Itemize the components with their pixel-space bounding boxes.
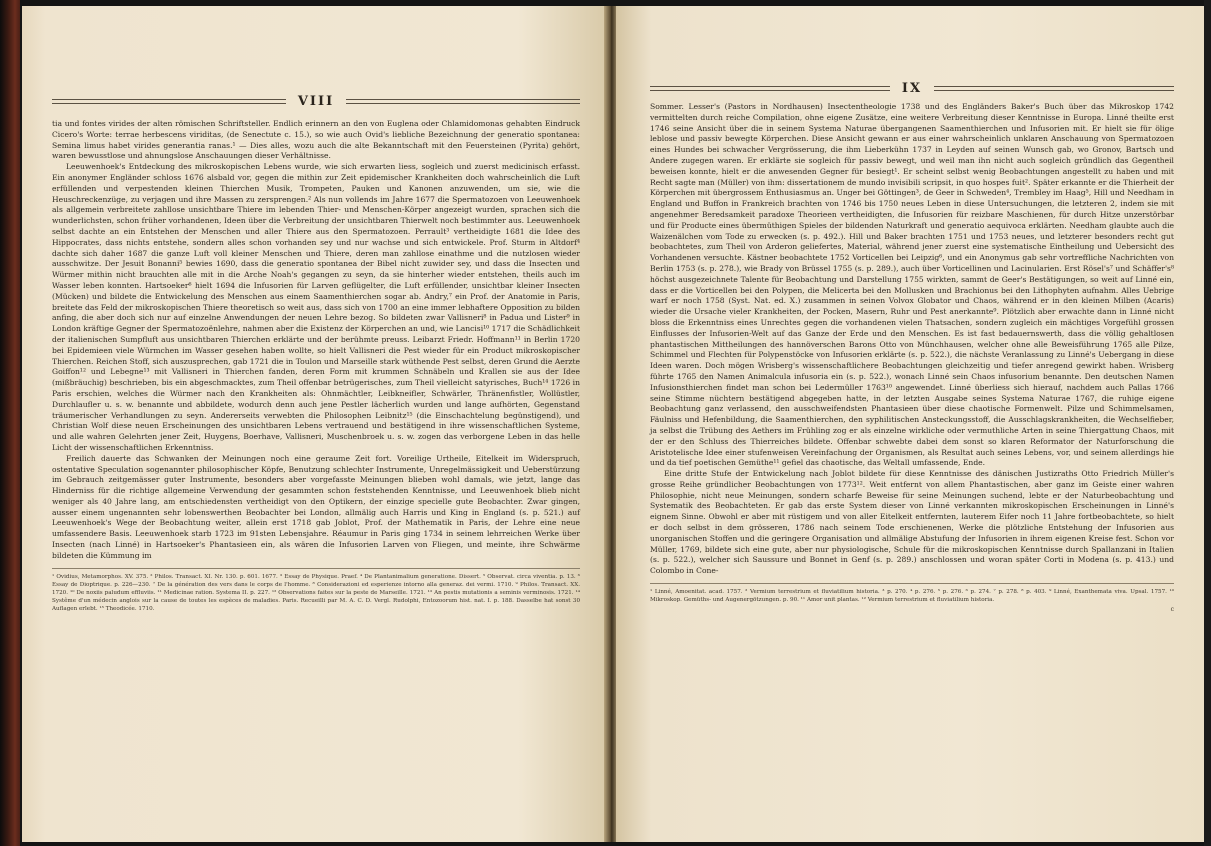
left-page-body <box>52 119 580 562</box>
left-page-header <box>52 94 580 109</box>
paragraph: Leeuwenhoek's Entdeckung des mikroskopischen Lebens wurde, wie sich erwarten liess, sogleich und zuerst medicinisch erfasst. Ein anonymer Engländer schloss 1676 alsbald vor, gegen die mithin zur Zeit epidemischer Krankheiten doch wahrscheinlich die Luft erfüllenden und verpestenden kleinen Thierchen Musik, Trompeten, Pauken und Kanonen anzuwenden, um sie, wie die Heuschreckenzüge, zu verjagen und ihre Massen zu zersprengen.² Als nun vollends im Jahre 1677 die Spermatozoen von Leeuwenhoek als allgemein verbreitete zahllose unsichtbare Thiere im lebenden Thier- und Menschen-Körper angezeigt wurden, sprachen sich die wunderlichsten, schon früher vorhandenen, Ideen über die Verbreitung der unsichtbaren Thierwelt noch bestimmter aus. Leeuwenhoek selbst dachte an ein Entstehen der Menschen und aller Thiere aus den Spermatozoen. Perrault³ vertheidigte 1681 die Idee des Hippocrates, dass nichts entstehe, sondern alles schon vorhanden sey und nur wachse und sich entwickele. Prof. Sturm in Altdorf⁴ dachte sich daher 1687 die ganze Luft voll kleiner Menschen und Thiere, deren man zahllose einathme und die nutzlosen wieder ausschwitze. Der Jesuit Bonanni⁵ bewies 1690, dass die generatio spontanea der Bibel nicht zuwider sey, und dass die Insecten und Würmer mithin nicht brauchten alle mit in die Arche Noah's gegangen zu seyn, da sie hinterher wieder entstehen, theils auch im Wasser leben konnten. Hartsoeker⁶ hielt 1694 die Infusorien für Larven geflügelter, die Luft erfüllender, unsichtbar kleiner Insecten (Mücken) und bildete die Entwickelung des Menschen aus einem Saamenthierchen sogar ab. Andry,⁷ ein Prof. der Anatomie in Paris, breitete das Feld der mikroskopischen Thiere theoretisch so weit aus, dass sich von 1700 an eine immer lebhaftere Opposition zu bilden anfing, die aber doch sich nur auf einzelne Anwendungen der neuen Lehre bezog. So bildeten zwar Vallisneri⁸ in Padua und Lister⁹ in London kräftige Gegner der Spermatozoënlehre, nahmen aber die Existenz der Körperchen an und, wie Lancisi¹⁰ 1717 die Schädlichkeit der italienischen Sumpfluft aus unsichtbaren Thierchen erklärte und der berühmte preuss. Leibarzt Friedr. Hoffmann¹¹ in Berlin 1720 bei Epidemieen viele Würmchen im Wasser gesehen haben wollte, so hielt Vallisneri die Pest wieder für ein Product mikroskopischer Thierchen. Reichen Stoff, sich auszusprechen, gab 1721 die in Toulon und Marseille stark wüthende Pest selbst, deren Grund die Aerzte Goiffon¹² und Lebegne¹³ mit Vallisneri in Thierchen fanden, deren Form mit krummen Schnäbeln und Krallen sie aus der Idee (mißbräuchig) beschrieben, bis ein abgeschmacktes, zum Theil offenbar betrügerisches, zum Theil vielleicht satyrisches, Buch¹⁴ 1726 in Paris erschien, welches die Würmer nach den Krankheiten als: Ohnmächtler, Leibkneifler, Schwärler, Thränenfistler, Wollüstler, Durchlaufler u. s. w. benannte und abbildete, wodurch denn auch jene Pestler lächerlich wurden und lange aufhörten, Gegenstand träumerischer Verhandlungen zu seyn. Andererseits verwebten die Philosophen Leibnitz¹⁵ (die Einschachtelung begünstigend), und Christian Wolf diese neuen Erscheinungen des unsichtbaren Lebens vertrauend und bestätigend in ihre wissenschaftlichen Systeme, und alle wahren Gelehrten jener Zeit, Huygens, Boerhave, Vallisneri, Muschenbroek u. s. w. zogen das verborgene Leben in das helle Licht der wissenschaftlichen Erkenntniss. <box>52 162 580 452</box>
book-right-edge <box>1204 0 1211 846</box>
right-page-footnotes: ¹ Linné, Amoenitat. acad. 1757. ² Vermium terrestrium et fluviatilium historia. ³ p. 270. ⁴ p. 276. ⁵ p. 276. ⁶ p. 274. ⁷ p. 278. ⁸ p. 403. ⁹ Linné, Exanthemata viva. Upsal. 1757. ¹⁰ Mikroskop. Gemüths- und Augenergötzungen. p. 90. ¹¹ Amor unit plantas. ¹² Vermium terrestrium et fluviatilium historia. <box>650 583 1174 604</box>
page-number: VIII <box>297 94 335 109</box>
page-number: IX <box>901 81 923 96</box>
paragraph: Eine dritte Stufe der Entwickelung nach Joblot bildete für diese Kenntnisse des dänischen Justizraths Otto Friedrich Müller's grosse Reihe gründlicher Beobachtungen von 1773¹². Weit entfernt von allem Phantastischen, aber ganz im Geiste einer wahren Philosophie, nicht neue Meinungen, sondern scharfe Beweise für seine Meinungen suchend, lebte er der Naturbeobachtung und Systematik des Beobachteten. Er gab das erste System dieser von Linné verkannten mikroskopischen Erscheinungen in Linné's eignem Sinne. Obwohl er aber mit rüstigem und von aller Eitelkeit entfernten, lauterem Eifer noch 11 Jahre fortbeobachtete, so hielt er doch selbst in dem grösseren, 1786 nach seinem Tode erschienenen, Werke die plötzliche Entstehung der Infusorien aus unorganischen Stoffen und die geringere Organisation und allmälige Abstufung der Infusorien in ihrem eigenen Kreise fest. Schon vor Müller, 1769, bildete sich eine gute, aber nur physiologische, Schule für die mikroskopischen Kenntnisse durch Spallanzani in Italien (s. p. 522.), welcher sich Saussure und Bonnet in Genf (s. p. 289.) anschlossen und woran später Corti in Modena (s. p. 413.) und Colombo in Cone- <box>650 469 1174 576</box>
header-rule-right <box>346 99 580 104</box>
header-rule-left <box>650 86 890 91</box>
left-page-footnotes: ¹ Ovidius, Metamorphos. XV. 375. ² Philos. Transact. XI. Nr. 130. p. 601. 1677. ³ Essay de Physique. Praef. ⁴ De Plantanimalium generatione. Dissert. ⁵ Observat. circa viventia. p. 13. ⁶ Essay de Dioptrique. p. 226—230. ⁷ De la génération des vers dans le corps de l'homme. ⁸ Considerazioni ed esperienze intorno alla generaz. dei vermi. 1710. ⁹ Philos. Transact. XX. 1720. ¹⁰ De noxiis paludum effluviis. ¹¹ Medicinae ration. Systema II. p. 227. ¹² Observations faites sur la peste de Marseille. 1721. ¹³ An pestis mutationis a seminis verminosis. 1721. ¹⁴ Systême d'un médecin anglois sur la cause de toutes les espèces de maladies. Paris. Recueilli par M. A. C. D. Vergl. Rudolphi, Entozoorum hist. nat. I. p. 188. Dasselbe hat sonst 30 Auflagen erlebt. ¹⁵ Theodicée. 1710. <box>52 568 580 613</box>
paragraph: Freilich dauerte das Schwanken der Meinungen noch eine geraume Zeit fort. Voreilige Urtheile, Eitelkeit im Widerspruch, ostentative Speculation sogenannter philosophischer Köpfe, Benutzung schlechter Instrumente, Unregelmässigkeit und Ueberstürzung im Gebrauch zeitgemässer guter Instrumente, besonders aber vorgefasste Meinungen blieben wohl damals, wie jetzt, lange das Hinderniss für die richtige allgemeine Verwendung der gesammten schon feststehenden Kenntnisse, und Leeuwenhoek blieb nicht weniger als 40 Jahre lang, am entschiedensten vertheidigt von den Optikern, der einzige specielle gute Beobachter. Zwar gingen, ausser einem ungenannten sehr lobenswerthen Beobachter bei London, allmälig auch Harris und King in England (s. p. 521.) auf Leeuwenhoek's Wege der Beobachtung weiter, allein erst 1718 gab Joblot, Prof. der Mathematik in Paris, der Lehre eine neue umfassendere Basis. Leeuwenhoek starb 1723 im 91sten Lebensjahre. Réaumur in Paris ging 1734 in seinem lehrreichen Werke über Insecten (nach Linné) in Hartsoeker's Phantasieen ein, als wären die Infusorien Larven von Fliegen, und meinte, ihre Schwärme bildeten die Kümmung im <box>52 453 580 560</box>
paragraph: Sommer. Lesser's (Pastors in Nordhausen) Insectentheologie 1738 und des Engländers Baker's Buch über das Mikroskop 1742 vermittelten durch reiche Compilation, ohne eigene Zusätze, eine weitere Verbreitung dieser Kenntnisse in Europa. Linné theilte erst 1746 seine Ansicht über die in seinem Systema Naturae übergangenen Saamenthierchen und Infusorien mit. Er hielt sie für ölige leblose und passiv bewegte Körperchen. Diese Ansicht gewann er aus einer wahrscheinlich unklaren Anschauung von Spermatozoen eines Hundes bei schwacher Vergrösserung, die ihm Lieberkühn 1737 in Leyden auf seinen Wunsch gab, wo Gronov, Bartsch und Andere zugegen waren. Er erklärte sie sogleich für passiv bewegt, und weil man ihn nicht auch sogleich gründlich das Gegentheil beweisen konnte, hielt er die anwesenden Gegner für besiegt¹. Er scheint selbst wenig Beobachtungen angestellt zu haben und mit Recht sagte man (Müller) von ihm: dissertationem de mundo invisibili scripsit, in quo hospes fuit². Später erkannte er die Thierheit der Körperchen mit übergrossem Enthusiasmus an. Unger bei Göttingen³, de Geer in Schweden⁴, Trembley im Haag⁵, Hill und Needham in England und Buffon in Frankreich brachten von 1746 bis 1750 neues Leben in diese Untersuchungen, die letzteren 2, indem sie mit angenehmer Beredsamkeit paradoxe Theorieen vertheidigten, die Infusorien für reizbare Maschienen, für durch Hitze unzerstörbar und für Producte eines übermüthigen Spieles der bildenden Naturkraft und generatio aequivoca erklärten. Needham glaubte auch die Waizenälchen vom Tode zu erwecken (s. p. 492.). Hill und Baker brachten 1751 und 1753 neues, und letzterer besonders recht gut beobachtetes, zum Theil von Arderon geliefertes, Material, während jener zuerst eine systematische Eintheilung und Uebersicht des Vorhandenen versuchte. Kästner beobachtete 1752 Vorticellen bei Leipzig⁶, und ein Anonymus gab sehr vortreffliche Nachrichten von Berlin 1753 (s. p. 278.), wie Brady von Brüssel 1755 (s. p. 289.), auch über Vorticellinen und Lacinularien. Erst Rösel's⁷ und Schäffer's⁸ höchst ausgezeichnete Talente für Beobachtung und Darstellung 1755 wirkten, sammt de Geer's Bestätigungen, so weit auf Linné ein, dass er die Vorticellen bei den Polypen, die Melicerta bei den Mollusken und Brachionus bei den Lithophyten aufnahm. Alles Uebrige warf er noch 1758 (Syst. Nat. ed. X.) zusammen in seinen Volvox Globator und Chaos, während er in den kleinen Milben (Acaris) wieder die Ursache vieler Krankheiten, der Pocken, Masern, Ruhr und Pest anerkannte⁹. Plötzlich aber erwachte dann in Linné nicht bloss die Erkenntniss eines Unrechtes gegen die vorhandenen vielen Thatsachen, sondern zugleich ein mächtiges Vorgefühl grossen Einflusses der Infusorien-Welt auf das Ganze der Erde und den Menschen. Es ist fast bedauernswerth, dass die völlig gehaltlosen phantastischen Mittheilungen des hannöverschen Barons Otto von Münchhausen, welcher ohne alle Beweisführung 1765 alle Pilze, Schimmel und Flechten für Polypenstöcke von Infusorien erklärte (s. p. 522.), die nächste Veranlassung zu Linné's Uebergang in diese Ideen waren. Doch mögen Wrisberg's wissenschaftlichere Beobachtungen gleichzeitig und tiefer anregend gewirkt haben. Wrisberg führte 1765 den Namen Animalcula infusoria ein (s. p. 522.), wonach Linné sein Chaos infusorium benannte. Den deutschen Namen Infusionsthierchen findet man schon bei Ledermüller 1763¹⁰ angewendet. Linné überliess sich hierauf, nachdem auch Pallas 1766 seine Stimme nüchtern bestätigend abgegeben hatte, in der letzten Ausgabe seines Systema Naturae 1767, die ruhige eigene Beobachtung ganz verlassend, den ausschweifendsten Phantasieen über diese chaotische Formenwelt. Pilze und Schimmelsamen, Fäulniss und Hefenbildung, die Saamenthierchen, den syphilitischen Ansteckungsstoff, die Ausschlagskrankheiten, die Wechselfieber, ja selbst die Trübung des Aethers im Frühling zog er als einzelne wirkliche oder vermuthliche Arten in seine Thiergattung Chaos, mit der er den Schluss des Thierreiches bildete. Offenbar schwebte dabei dem sonst so klaren Reformator der Naturforschung die Aristotelische Idee einer stufenweisen Vereinfachung der Organismen, als Resultat auch seines Lebens, vor, und seinem allerdings hie und da tief poetischen Gemüthe¹¹ gefiel das chaotische, das Weltall umfassende, Ende. <box>650 102 1174 468</box>
right-page-body <box>650 102 1174 577</box>
header-rule-right <box>934 86 1174 91</box>
right-page <box>616 6 1204 842</box>
right-page-header <box>650 81 1174 96</box>
book-cover-edge <box>0 0 20 846</box>
signature-mark: c <box>1170 606 1174 614</box>
left-page <box>22 6 606 842</box>
paragraph: tia und fontes virides der alten römischen Schriftsteller. Endlich erinnern an den von Euglena oder Chlamidomonas gehabten Eindruck Cicero's Worte: terrae herbescens viriditas, (de Senectute c. 15.), so wie auch Ovid's liebliche Bezeichnung der generatio spontanea: Semina limus habet virides generantia ranas.¹ — Dies alles, wozu auch die alte Bekanntschaft mit den Feuersteinen (Pyrita) gehört, waren bewusstlose und ahnungslose Anschauungen dieser Verhältnisse. <box>52 119 580 161</box>
header-rule-left <box>52 99 286 104</box>
